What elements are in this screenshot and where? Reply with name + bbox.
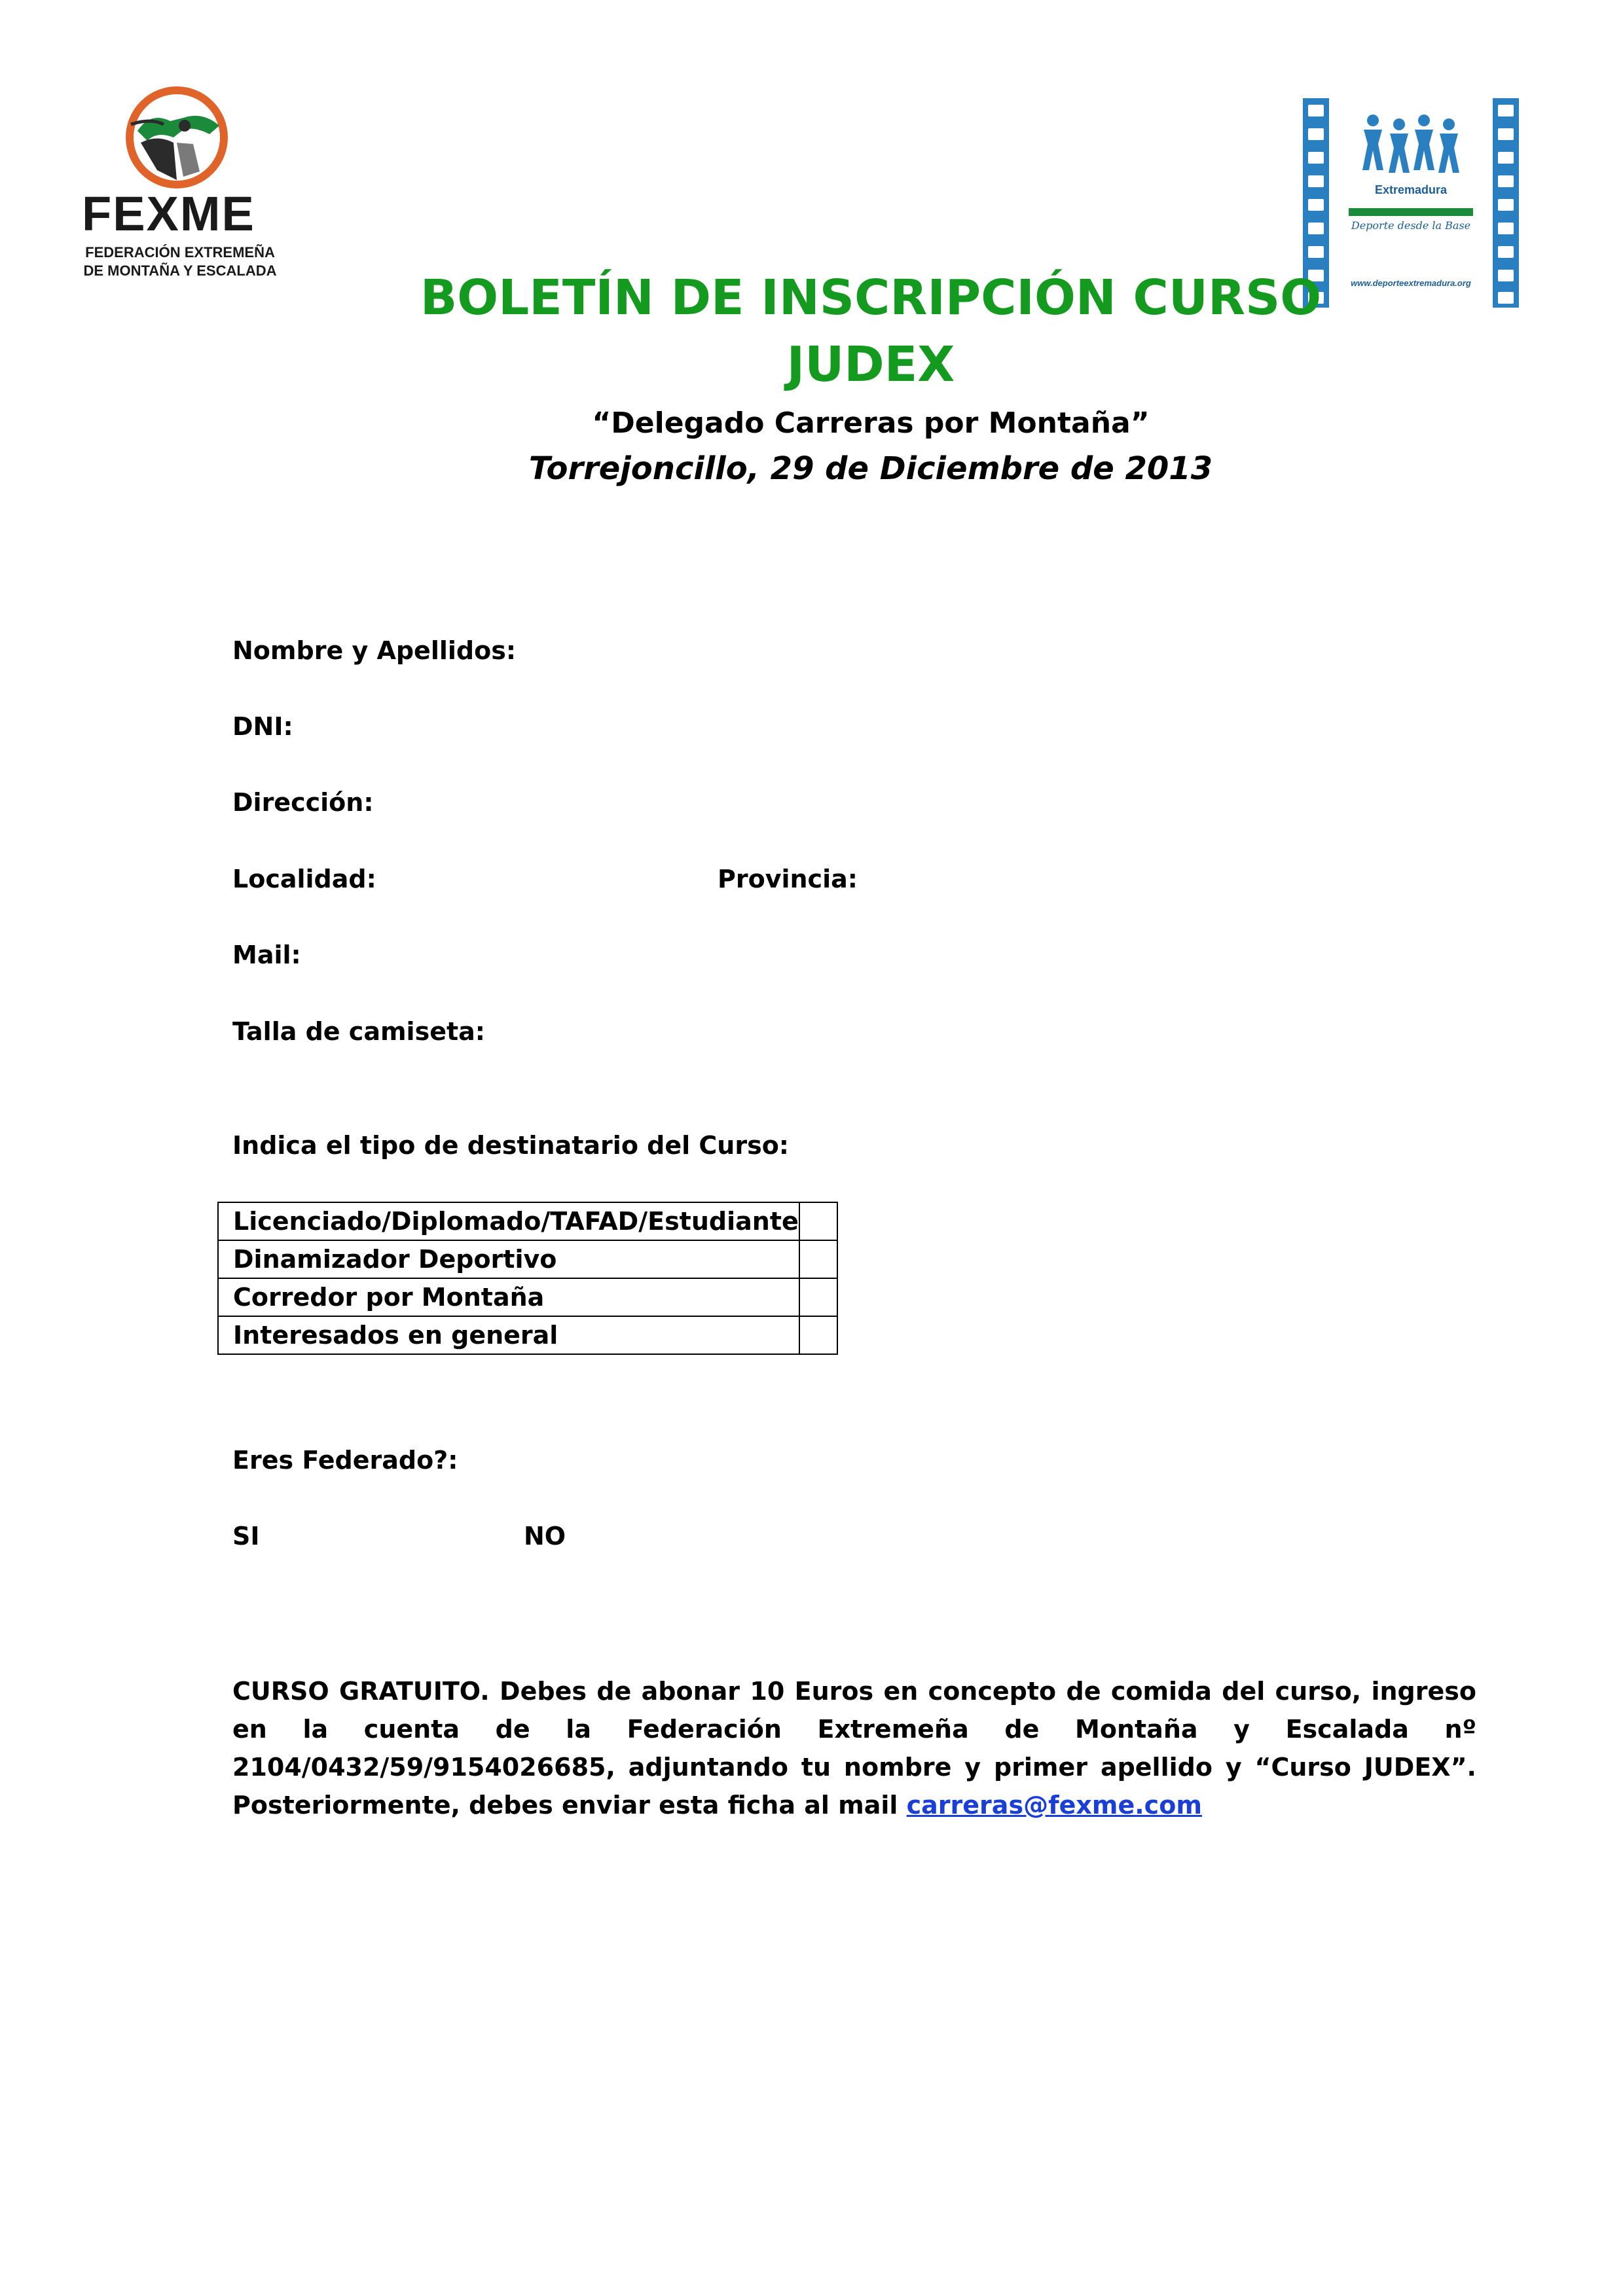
option-label: Corredor por Montaña bbox=[218, 1278, 799, 1316]
deporte-tagline: Deporte desde la Base bbox=[1351, 219, 1471, 232]
payment-paragraph bbox=[232, 1672, 1476, 1824]
option-label: Dinamizador Deportivo bbox=[218, 1240, 799, 1278]
option-label: Interesados en general bbox=[218, 1316, 799, 1354]
deporte-url: www.deporteextremadura.org bbox=[1351, 278, 1471, 288]
deporte-region: Extremadura bbox=[1374, 183, 1448, 196]
table-row bbox=[218, 1202, 837, 1240]
field-talla: Talla de camiseta: bbox=[232, 1017, 485, 1046]
destinatario-prompt: Indica el tipo de destinatario del Curso: bbox=[232, 1131, 789, 1160]
people-figures-icon bbox=[1359, 111, 1463, 177]
option-label: Licenciado/Diplomado/TAFAD/Estudiante bbox=[218, 1202, 799, 1240]
title-line2: JUDEX bbox=[786, 336, 955, 393]
green-bar bbox=[1349, 208, 1473, 216]
table-row bbox=[218, 1240, 837, 1278]
destinatario-table bbox=[217, 1202, 838, 1355]
field-dni: DNI: bbox=[232, 712, 293, 741]
field-localidad: Localidad: bbox=[232, 865, 376, 893]
fexme-line1: FEDERACIÓN EXTREMEÑA bbox=[85, 244, 275, 260]
option-checkbox[interactable] bbox=[799, 1202, 837, 1240]
fexme-logo bbox=[79, 79, 275, 288]
option-checkbox[interactable] bbox=[799, 1240, 837, 1278]
option-checkbox[interactable] bbox=[799, 1316, 837, 1354]
field-mail: Mail: bbox=[232, 941, 301, 969]
field-provincia: Provincia: bbox=[718, 865, 858, 893]
federado-no: NO bbox=[524, 1522, 566, 1551]
table-row bbox=[218, 1278, 837, 1316]
fexme-emblem-icon bbox=[111, 85, 242, 190]
table-row bbox=[218, 1316, 837, 1354]
film-strip-right bbox=[1493, 98, 1519, 308]
place-date: Torrejoncillo, 29 de Diciembre de 2013 bbox=[528, 450, 1213, 487]
payment-text: CURSO GRATUITO. Debes de abonar 10 Euros en concepto de comida del curso, ingreso en la cuenta de la Federación Extremeña de Montaña y Escalada nº 2104/0432/59/9154026685, adjuntando tu nombre y primer apellido y “Curso JUDEX”. Posteriormente, debes enviar esta ficha al mail bbox=[232, 1677, 1476, 1820]
title-line1: BOLETÍN DE INSCRIPCIÓN CURSO bbox=[420, 270, 1322, 326]
field-nombre: Nombre y Apellidos: bbox=[232, 636, 517, 665]
field-direccion: Dirección: bbox=[232, 788, 374, 817]
email-link[interactable]: carreras@fexme.com bbox=[906, 1791, 1202, 1820]
fexme-wordmark: FEXME bbox=[82, 187, 255, 241]
federado-si: SI bbox=[232, 1522, 260, 1551]
federado-prompt: Eres Federado?: bbox=[232, 1446, 458, 1475]
subtitle: “Delegado Carreras por Montaña” bbox=[592, 406, 1150, 440]
option-checkbox[interactable] bbox=[799, 1278, 837, 1316]
fexme-line2: DE MONTAÑA Y ESCALADA bbox=[83, 262, 277, 279]
